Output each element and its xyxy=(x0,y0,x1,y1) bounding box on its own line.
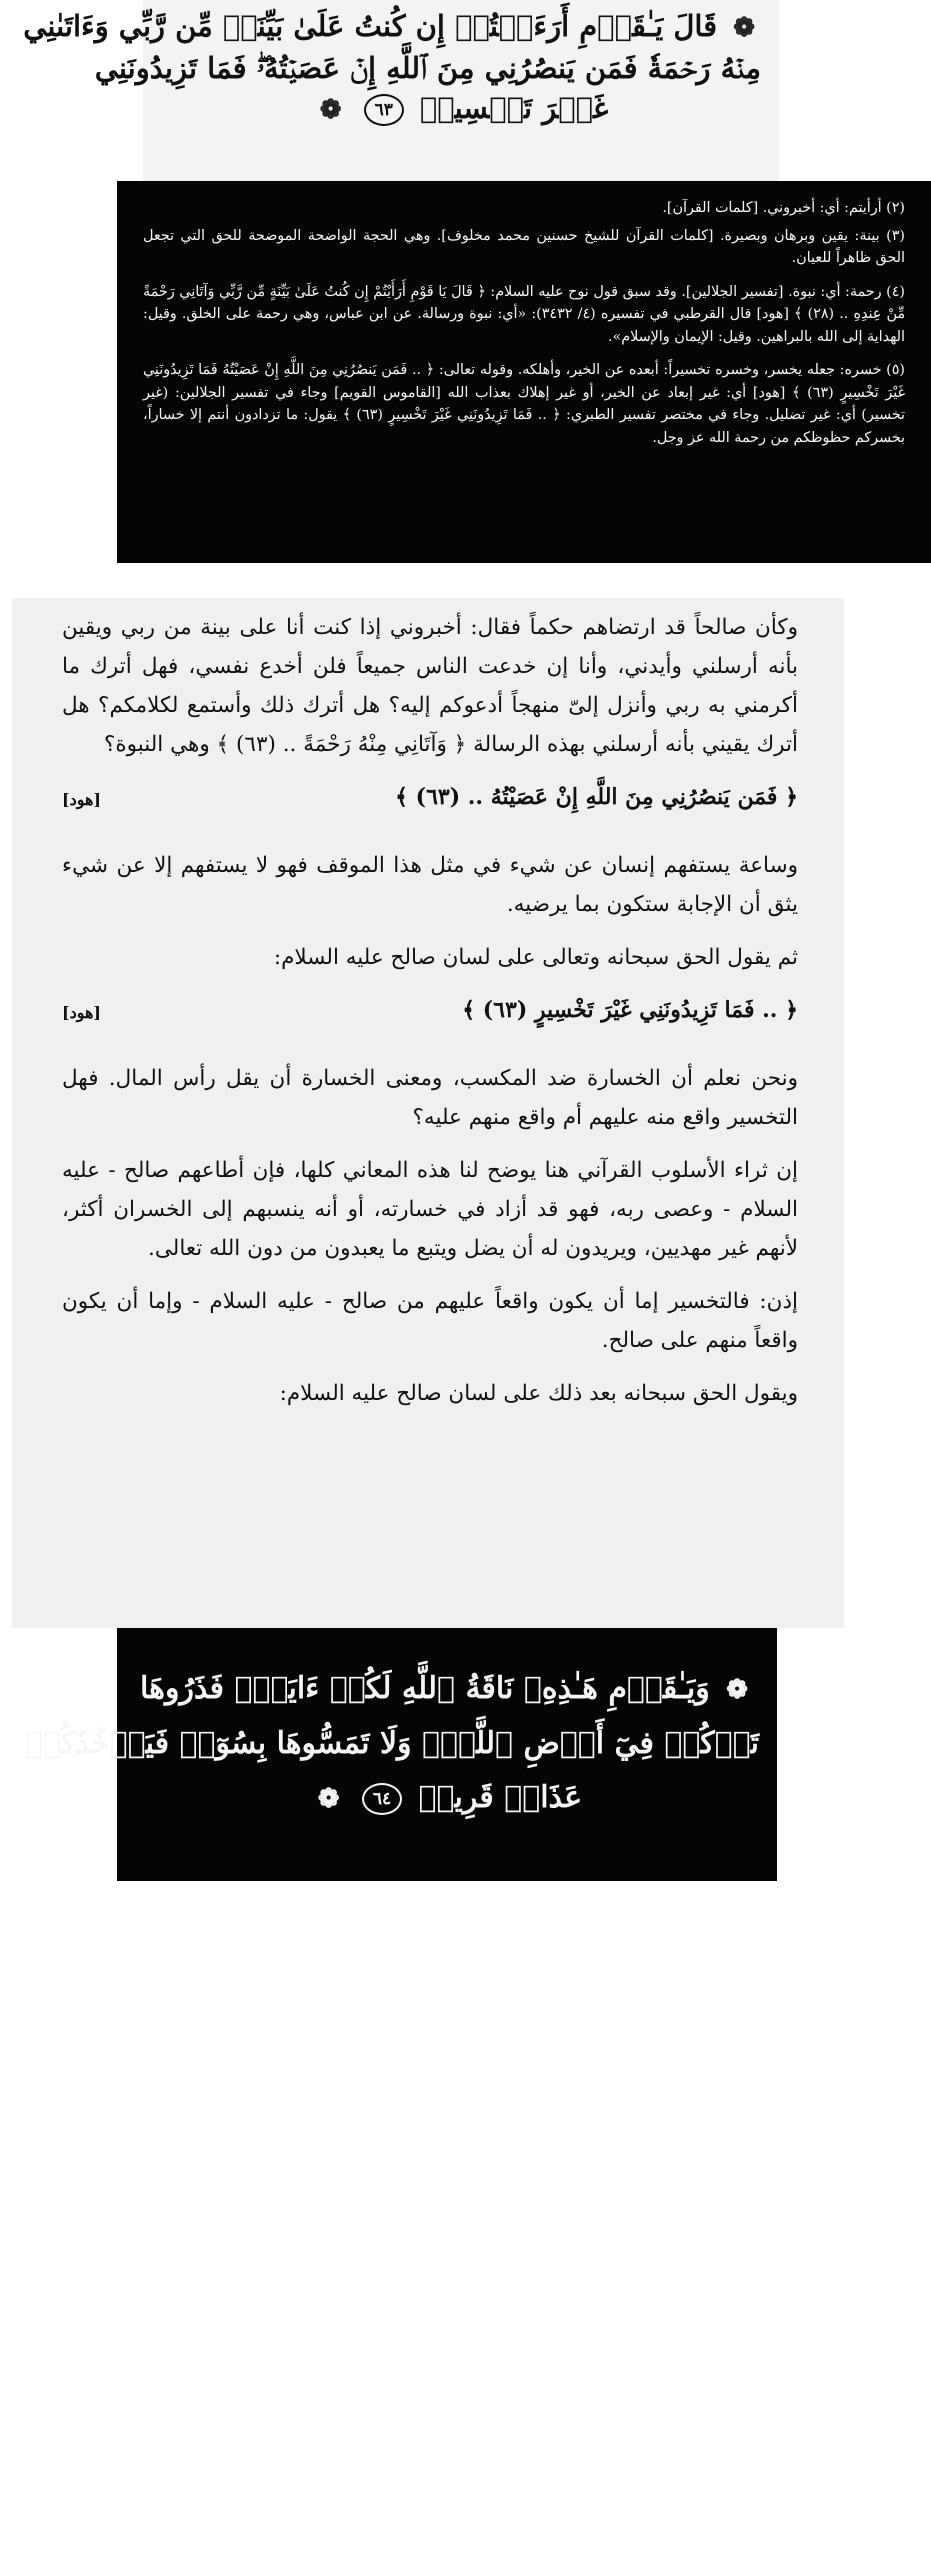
verse-line-3: عَذَابٞ قَرِيبٞ xyxy=(418,1780,583,1815)
verse-line-1: قَالَ يَـٰقَوۡمِ أَرَءَيۡتُمۡ إِن كُنتُ عَلَىٰ بَيِّنَةٖ مِّن رَّبِّي وَءَاتَىٰنِي xyxy=(23,9,718,43)
ornament-icon: ❁ xyxy=(726,1675,748,1705)
ornament-icon: ❁ xyxy=(733,13,755,43)
ayah-quote-text: ﴿ فَمَن يَنصُرُنِي مِنَ اللَّهِ إِنْ عَصَيْتُهُ .. (٦٣) ﴾ xyxy=(395,784,798,810)
verse-line-1: وَيَـٰقَوۡمِ هَـٰذِهِۦ نَاقَةُ ٱللَّهِ لَكُمۡ ءَايَةٗۖ فَذَرُوهَا xyxy=(140,1671,710,1706)
paragraph-3: ثم يقول الحق سبحانه وتعالى على لسان صالح عليه السلام: xyxy=(273,945,798,970)
sura-label: [هود] xyxy=(62,1003,101,1022)
verse-line-3: غَيۡرَ تَخۡسِيرٖ xyxy=(419,91,609,125)
ayah-quote-2 xyxy=(62,991,798,1033)
paragraph-1: وكأن صالحاً قد ارتضاهم حكماً فقال: أخبروني إذا كنت أنا على بينة من ربي ويقين بأنه أرسلني وأيدني، وأنا إن خدعت الناس جميعاً فلن أخدع نفسي، فهل أترك ما أكرمني به ربي وأنزل إلىّ منهجاً أدعوكم إليه؟ هل أترك ذلك وأستمع لكلامكم؟ هل أترك يقيني بأنه أرسلني بهذه الرسالة ﴿ وَآتَانِي مِنْهُ رَحْمَةً .. (٦٣) ﴾ وهي النبوة؟ xyxy=(62,615,798,757)
verse-line-2: مِنۡهُ رَحۡمَةٗ فَمَن يَنصُرُنِي مِنَ ٱللَّهِ إِنۡ عَصَيۡتُهُۥۖ فَمَا تَزِيدُونَنِي xyxy=(94,51,761,85)
ayah-number: ٦٤ xyxy=(362,1783,402,1815)
verse-box-top xyxy=(23,0,779,185)
sura-label: [هود] xyxy=(62,790,101,809)
footnote-5: (٥) خسره: جعله يخسر، وخسره تخسيراً: أبعده عن الخير، وأهلكه. وقوله تعالى: ﴿ .. فَمَن يَنصُرُنِي مِنَ اللَّهِ إِنْ عَصَيْتُهُ فَمَا تَزِيدُونَنِي غَيْرَ تَخْسِيرٍ (٦٣) ﴾ [هود] أي: غير إبعاد عن الخير، أو غير إهلاك بعذاب الله [القاموس القويم] وجاء في تفسير الجلالين: (غير تخسير) أي: غير تضليل. وجاء في مختصر تفسير الطبري: ﴿ .. فَمَا تَزِيدُونَنِي غَيْرَ تَخْسِيرٍ (٦٣) ﴾ يقول: ما تزدادون أنتم إلا خساراً، بخسركم حظوظكم من رحمة الله عز وجل. xyxy=(143,362,906,446)
paragraph-5: إن ثراء الأسلوب القرآني هنا يوضح لنا هذه المعاني كلها، فإن أطاعهم صالح - عليه السلام - وعصى ربه، فهو قد أزاد في خسارته، أو أنه ينسبهم إلى الخسران أكثر، لأنهم غير مهديين، ويريدون له أن يضل ويتبع ما يعبدون من دون الله تعالى. xyxy=(62,1158,798,1261)
footnote-3: (٣) بينة: يقين وبرهان وبصيرة. [كلمات القرآن للشيخ حسنين محمد مخلوف]. وهي الحجة الواضحة الموضحة للحق التي تجعل الحق ظاهراً للعيان. xyxy=(143,227,905,266)
commentary-text xyxy=(12,598,844,1628)
paragraph-7: ويقول الحق سبحانه بعد ذلك على لسان صالح عليه السلام: xyxy=(279,1381,798,1406)
ornament-icon: ❁ xyxy=(317,1784,340,1814)
paragraph-4: ونحن نعلم أن الخسارة ضد المكسب، ومعنى الخسارة أن يقل رأس المال. فهل التخسير واقع منه عليهم أم واقع منهم عليه؟ xyxy=(62,1066,798,1130)
ayah-number: ٦٣ xyxy=(364,94,404,126)
ayah-quote-1 xyxy=(62,778,798,820)
paragraph-2: وساعة يستفهم إنسان عن شيء في مثل هذا الموقف فهو لا يستفهم إلا عن شيء يثق أن الإجابة ستكون بما يرضيه. xyxy=(62,853,798,917)
footnotes-box xyxy=(117,181,931,563)
ayah-quote-text: ﴿ .. فَمَا تَزِيدُونَنِي غَيْرَ تَخْسِيرٍ (٦٣) ﴾ xyxy=(462,997,798,1023)
verse-box-bottom xyxy=(25,1628,777,1881)
ornament-icon: ❁ xyxy=(319,95,342,125)
footnote-2: (٢) أرأيتم: أي: أخبروني. [كلمات القرآن]. xyxy=(662,200,905,216)
footnote-4: (٤) رحمة: أي: نبوة. [تفسير الجلالين]. وقد سبق قول نوح عليه السلام: ﴿ قَالَ يَا قَوْمِ أَرَأَيْتُمْ إِن كُنتُ عَلَىٰ بَيِّنَةٍ مِّن رَّبِّي وَآتَانِي رَحْمَةً مِّنْ عِندِهِ .. (٢٨) ﴾ [هود] قال القرطبي في تفسيره (٤/ ٣٤٣٢): «أي: نبوة ورسالة. عن ابن عباس، وهي رحمة على الخلق. وقيل: الهداية إلى الله بالبراهين. وقيل: الإيمان والإسلام». xyxy=(143,283,905,345)
paragraph-6: إذن: فالتخسير إما أن يكون واقعاً عليهم من صالح - عليه السلام - وإما أن يكون واقعاً منهم على صالح. xyxy=(62,1289,798,1353)
verse-line-2: تَأۡكُلۡ فِيٓ أَرۡضِ ٱللَّهِۖ وَلَا تَمَسُّوهَا بِسُوٓءٖ فَيَأۡخُذَكُمۡ xyxy=(25,1726,759,1761)
